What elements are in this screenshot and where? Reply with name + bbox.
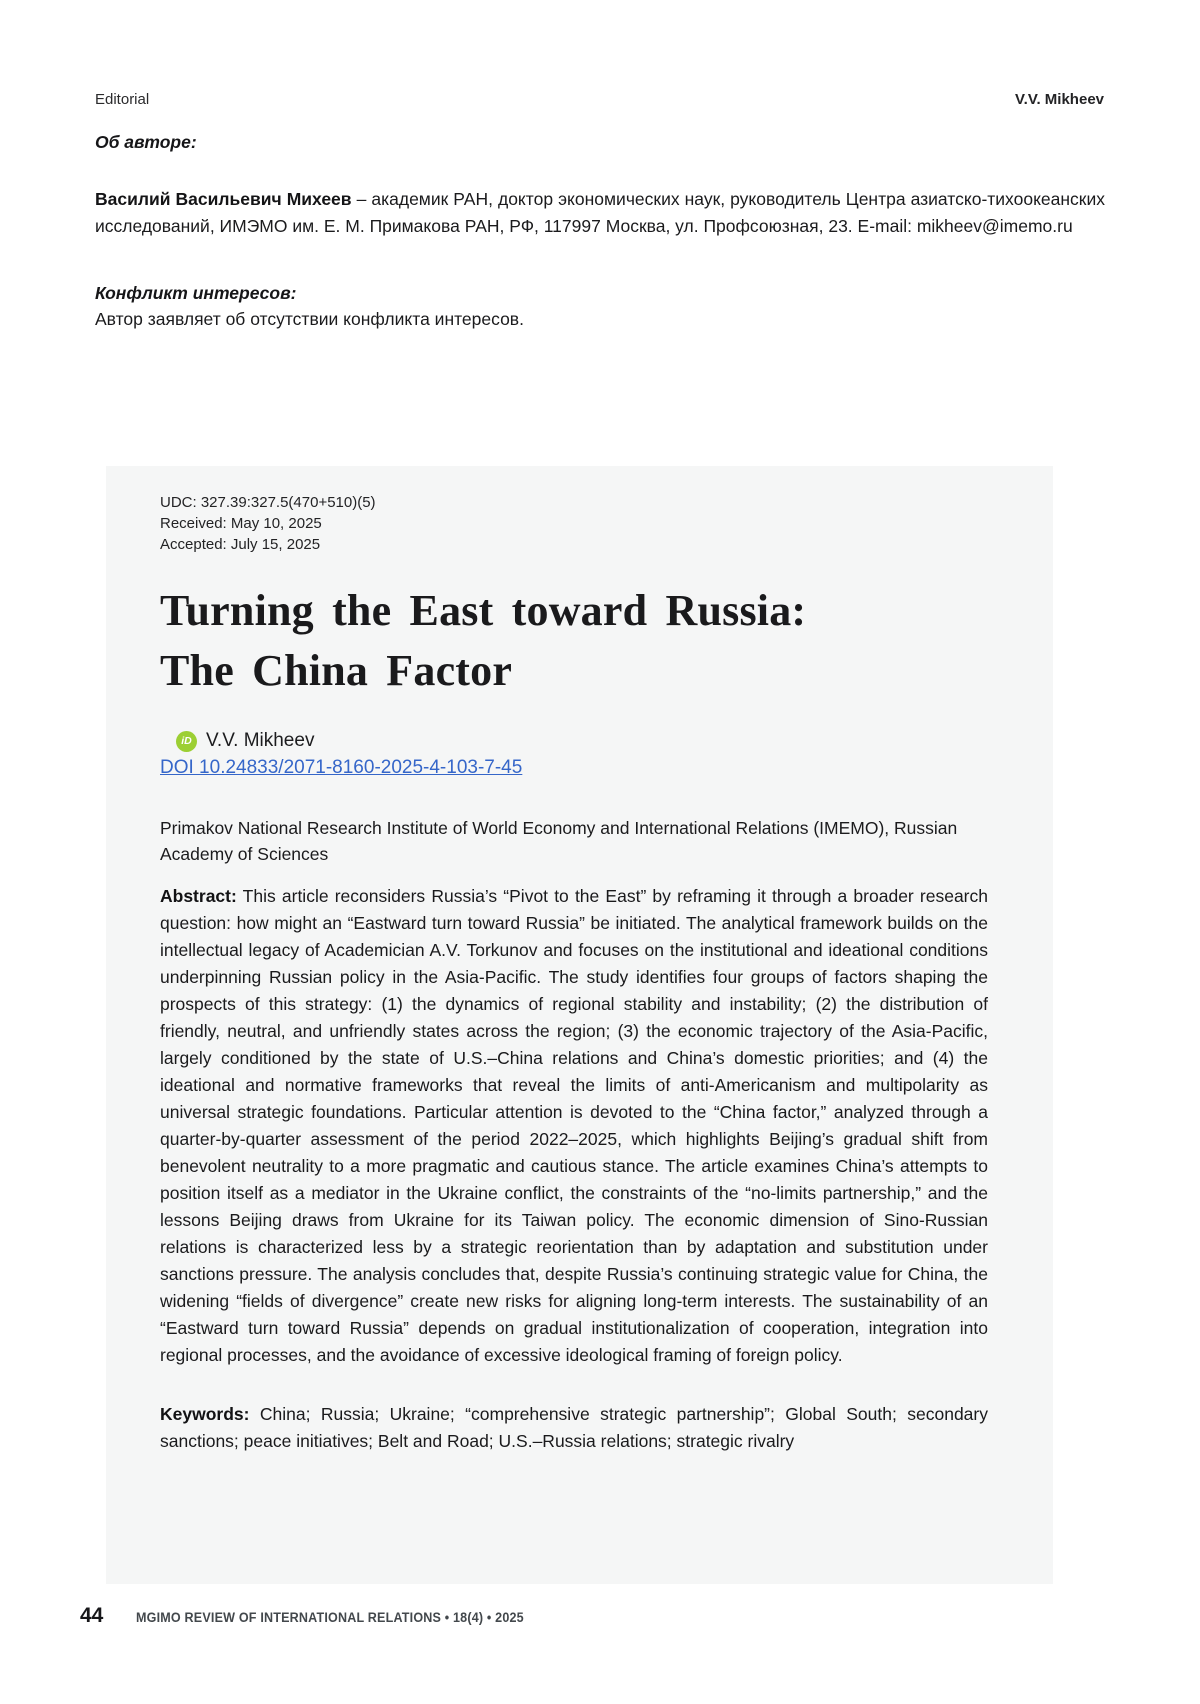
conflict-statement: Автор заявляет об отсутствии конфликта интересов.	[95, 309, 524, 329]
article-title	[160, 581, 988, 701]
received-line: Received: May 10, 2025	[160, 515, 322, 532]
journal-footer-line: MGIMO REVIEW OF INTERNATIONAL RELATIONS • 18(4) • 2025	[136, 1610, 525, 1625]
abstract-text: This article reconsiders Russia’s “Pivot to the East” by reframing it through a broader research question: how might an “Eastward turn toward Russia” be initiated. The analytical framework builds on the intellectual legacy of Academician A.V. Torkunov and focuses on the institutional and ideational conditions underpinning Russian policy in the Asia-Pacific. The study identifies four groups of factors shaping the prospects of this strategy: (1) the dynamics of regional stability and instability; (2) the distribution of friendly, neutral, and unfriendly states across the region; (3) the economic trajectory of the Asia-Pacific, largely conditioned by the state of U.S.–China relations and China’s domestic priorities; and (4) the ideational and normative frameworks that reveal the limits of anti-Americanism and multipolarity as universal strategic foundations. Particular attention is devoted to the “China factor,” analyzed through a quarter-by-quarter assessment of the period 2022–2025, which highlights Beijing’s gradual shift from benevolent neutrality to a more pragmatic and cautious stance. The article examines China’s attempts to position itself as a mediator in the Ukraine conflict, the constraints of the “no-limits partnership,” and the lessons Beijing draws from Ukraine for its Taiwan policy. The economic dimension of Sino-Russian relations is characterized less by a strategic reorientation than by adaptation and substitution under sanctions pressure. The analysis concludes that, despite Russia’s continuing strategic value for China, the widening “fields of divergence” create new risks for aligning long-term interests. The sustainability of an “Eastward turn toward Russia” depends on gradual institutionalization of cooperation, integration into regional processes, and the avoidance of excessive ideological framing of foreign policy.	[160, 886, 988, 1366]
author-bio-text: – академик РАН, доктор экономических наук, руководитель Центра азиатско-тихоокеанских исследований, ИМЭМО им. Е. М. Примакова РАН, РФ, 117997 Москва, ул. Профсоюзная, 23. E-mail: mikheev@imemo.ru	[95, 188, 1105, 236]
author-row	[176, 730, 988, 752]
about-author-paragraph	[95, 186, 1105, 240]
keywords-label: Keywords:	[160, 1404, 250, 1425]
affiliation: Primakov National Research Institute of World Economy and International Relations (IMEMO), Russian Academy of Sciences	[160, 818, 958, 865]
article-meta	[160, 492, 988, 555]
page-number: 44	[80, 1604, 104, 1627]
keywords-paragraph	[160, 1401, 988, 1455]
article-author: V.V. Mikheev	[206, 730, 315, 752]
abstract-paragraph	[160, 883, 988, 1369]
doi-link[interactable]: DOI 10.24833/2071-8160-2025-4-103-7-45	[160, 757, 523, 779]
article-title-line2: The China Factor	[160, 646, 513, 695]
running-author: V.V. Mikheev	[1015, 91, 1104, 108]
conflict-heading: Конфликт интересов:	[95, 283, 297, 303]
udc-line: UDC: 327.39:327.5(470+510)(5)	[160, 494, 376, 511]
page-footer	[80, 1604, 553, 1628]
about-author-heading: Об авторе:	[95, 132, 197, 152]
keywords-text: China; Russia; Ukraine; “comprehensive strategic partnership”; Global South; secondary sanctions; peace initiatives; Belt and Road; U.S.–Russia relations; strategic rivalry	[160, 1404, 988, 1452]
doi-row	[160, 757, 988, 779]
section-label: Editorial	[95, 91, 150, 108]
accepted-line: Accepted: July 15, 2025	[160, 536, 321, 553]
author-full-name: Василий Васильевич Михеев	[95, 188, 352, 209]
article-title-line1: Turning the East toward Russia:	[160, 586, 807, 635]
abstract-label: Abstract:	[160, 886, 237, 907]
running-header	[95, 91, 1104, 108]
orcid-icon[interactable]: iD	[176, 731, 197, 752]
article-panel	[106, 466, 1053, 1584]
